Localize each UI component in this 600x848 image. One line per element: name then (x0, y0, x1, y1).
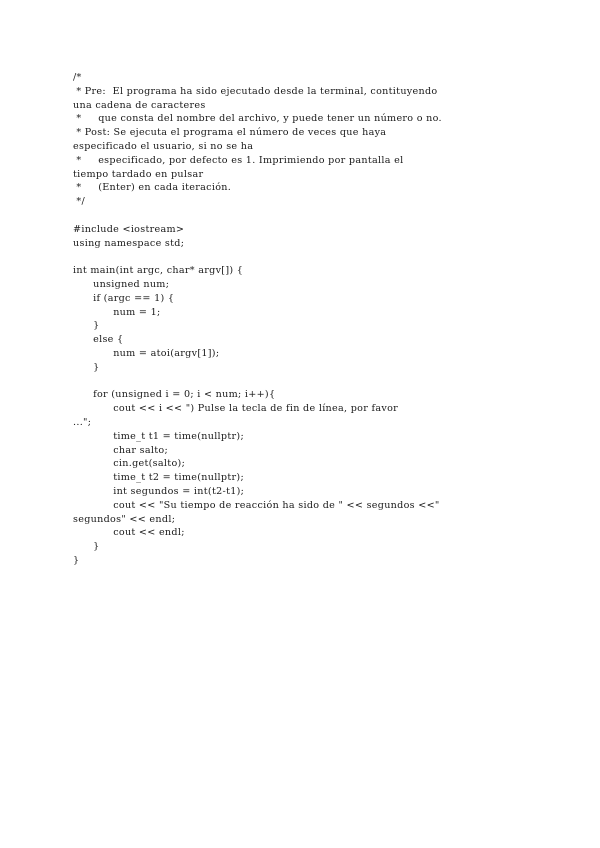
code-line: using namespace std; (73, 237, 185, 249)
code-line: time_t t1 = time(nullptr); (73, 430, 244, 442)
code-line: } (73, 541, 100, 553)
code-line: segundos" << endl; (73, 513, 176, 525)
code-line: cout << "Su tiempo de reacción ha sido de " << segundos <<" (73, 499, 440, 511)
code-line: cin.get(salto); (73, 458, 186, 470)
code-line: * Pre: El programa ha sido ejecutado desde la terminal, contituyendo (73, 85, 438, 97)
code-line: unsigned num; (73, 278, 170, 290)
code-line: } (73, 361, 100, 373)
code-line: */ (73, 196, 85, 208)
code-line: * Post: Se ejecuta el programa el número de veces que haya (73, 127, 387, 139)
code-line: ..."; (73, 416, 92, 428)
code-line (73, 209, 533, 223)
code-line: num = atoi(argv[1]); (73, 347, 220, 359)
code-line: if (argc == 1) { (73, 292, 175, 304)
code-line: * especificado, por defecto es 1. Imprimiendo por pantalla el (73, 154, 404, 166)
code-line: } (73, 554, 80, 566)
source-code-block (73, 71, 533, 568)
code-line: cout << i << ") Pulse la tecla de fin de línea, por favor (73, 403, 399, 415)
code-line: num = 1; (73, 306, 161, 318)
code-line: char salto; (73, 444, 168, 456)
code-line: time_t t2 = time(nullptr); (73, 472, 244, 484)
code-line: int segundos = int(t2-t1); (73, 485, 245, 497)
code-line: * (Enter) en cada iteración. (73, 182, 232, 194)
code-line: for (unsigned i = 0; i < num; i++){ (73, 389, 276, 401)
code-line: tiempo tardado en pulsar (73, 168, 204, 180)
code-line (73, 375, 533, 389)
code-line: especificado el usuario, si no se ha (73, 140, 254, 152)
code-line: } (73, 320, 100, 332)
code-line: /* (73, 72, 82, 83)
code-line: * que consta del nombre del archivo, y puede tener un número o no. (73, 113, 442, 125)
code-line (73, 250, 533, 264)
code-line: #include <iostream> (73, 223, 185, 235)
code-line: cout << endl; (73, 527, 185, 539)
code-line: else { (73, 334, 124, 346)
code-line: una cadena de caracteres (73, 99, 206, 111)
code-line: int main(int argc, char* argv[]) { (73, 265, 244, 277)
